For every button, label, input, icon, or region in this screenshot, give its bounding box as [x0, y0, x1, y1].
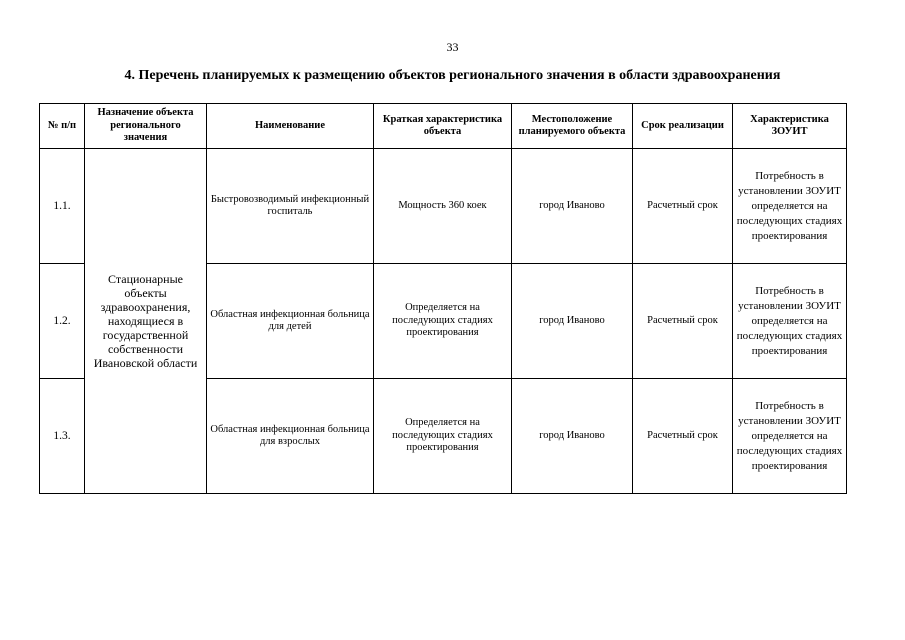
header-characteristic: Краткая характеристика объекта [374, 104, 512, 149]
header-name: Наименование [207, 104, 374, 149]
table-row [40, 149, 847, 264]
row-num: 1.3. [40, 379, 85, 494]
header-term: Срок реализации [633, 104, 733, 149]
page-number: 33 [446, 40, 459, 54]
header-purpose: Назначение объекта регионального значения [85, 104, 207, 149]
objects-table [39, 103, 847, 494]
row-characteristic: Мощность 360 коек [374, 149, 512, 264]
document-title: 4. Перечень планируемых к размещению объектов регионального значения в области здравоохранения [124, 68, 781, 83]
header-zouit: Характеристика ЗОУИТ [733, 104, 847, 149]
row-num: 1.1. [40, 149, 85, 264]
row-num: 1.2. [40, 264, 85, 379]
purpose-merged-cell: Стационарные объекты здравоохранения, находящиеся в государственной собственности Ивановской области [85, 149, 207, 494]
row-term: Расчетный срок [633, 149, 733, 264]
row-location: город Иваново [512, 264, 633, 379]
row-zouit: Потребность в установлении ЗОУИТ определяется на последующих стадиях проектирования [733, 379, 847, 494]
row-name: Быстровозводимый инфекционный госпиталь [207, 149, 374, 264]
table-header-row [40, 104, 847, 149]
row-characteristic: Определяется на последующих стадиях проектирования [374, 379, 512, 494]
row-characteristic: Определяется на последующих стадиях проектирования [374, 264, 512, 379]
row-term: Расчетный срок [633, 264, 733, 379]
row-name: Областная инфекционная больница для взрослых [207, 379, 374, 494]
row-zouit: Потребность в установлении ЗОУИТ определяется на последующих стадиях проектирования [733, 264, 847, 379]
header-location: Местоположение планируемого объекта [512, 104, 633, 149]
row-zouit: Потребность в установлении ЗОУИТ определяется на последующих стадиях проектирования [733, 149, 847, 264]
row-name: Областная инфекционная больница для детей [207, 264, 374, 379]
header-num: № п/п [40, 104, 85, 149]
row-location: город Иваново [512, 149, 633, 264]
row-location: город Иваново [512, 379, 633, 494]
row-term: Расчетный срок [633, 379, 733, 494]
